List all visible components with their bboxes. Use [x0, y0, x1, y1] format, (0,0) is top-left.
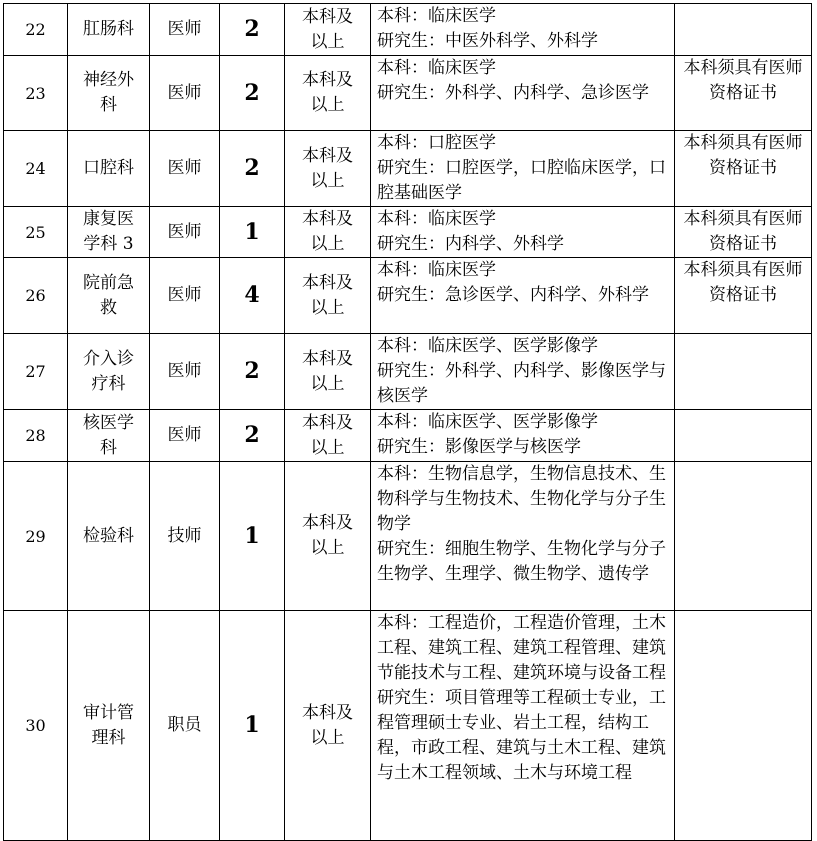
other-requirement: [675, 611, 812, 841]
major-line: 本科：临床医学: [377, 6, 496, 26]
position-title: 职员: [150, 611, 220, 841]
major-line: 本科：临床医学、医学影像学: [377, 336, 598, 356]
hiring-count: 2: [220, 56, 285, 131]
major-line: 研究生：中医外科学、外科学: [377, 31, 598, 51]
row-number: 28: [4, 410, 68, 462]
major-line: 研究生：外科学、内科学、急诊医学: [377, 83, 649, 103]
department-name: [68, 611, 150, 841]
major-line: 研究生：口腔医学，口腔临床医学，口腔基础医学: [377, 158, 666, 203]
department-label: 康复医学科 3: [83, 209, 134, 254]
department-name: [68, 258, 150, 334]
recruitment-table: [3, 3, 812, 841]
major-line: 本科：口腔医学: [377, 133, 496, 153]
education-label: 本科及以上: [302, 348, 353, 394]
other-requirement: [675, 410, 812, 462]
other-requirement: [675, 131, 812, 207]
education-label: 本科及以上: [302, 70, 353, 115]
position-title: 医师: [150, 207, 220, 258]
other-requirement: [675, 334, 812, 410]
other-requirement: [675, 56, 812, 131]
department-label: 介入诊疗科: [83, 348, 134, 394]
department-label: 口腔科: [83, 158, 134, 178]
row-number: 26: [4, 258, 68, 334]
hiring-count: 1: [220, 611, 285, 841]
major-line: 本科：工程造价，工程造价管理，土木工程、建筑工程、建筑工程管理、建筑节能技术与工程、建筑环境与设备工程: [377, 613, 666, 683]
department-label: 肛肠科: [83, 19, 134, 39]
department-name: [68, 131, 150, 207]
position-title: 医师: [150, 56, 220, 131]
department-label: 审计管理科: [83, 702, 134, 748]
education-label: 本科及以上: [302, 702, 353, 748]
major-line: 本科：临床医学: [377, 260, 496, 280]
row-number: 23: [4, 56, 68, 131]
requirement-label: 本科须具有医师资格证书: [683, 209, 803, 254]
major-line: 研究生：影像医学与核医学: [377, 437, 581, 457]
requirement-label: 本科须具有医师资格证书: [683, 260, 803, 305]
education-requirement: [285, 4, 371, 56]
education-label: 本科及以上: [302, 412, 353, 458]
department-name: [68, 410, 150, 462]
major-requirement: [371, 131, 675, 207]
major-requirement: [371, 56, 675, 131]
major-line: 研究生：细胞生物学、生物化学与分子生物学、生理学、微生物学、遗传学: [377, 539, 666, 584]
position-title: 医师: [150, 131, 220, 207]
row-number: 25: [4, 207, 68, 258]
row-number: 27: [4, 334, 68, 410]
education-label: 本科及以上: [302, 513, 353, 558]
table-row: [4, 334, 812, 410]
major-requirement: [371, 410, 675, 462]
position-title: 医师: [150, 334, 220, 410]
education-requirement: [285, 462, 371, 611]
other-requirement: [675, 462, 812, 611]
education-requirement: [285, 611, 371, 841]
table-row: [4, 56, 812, 131]
department-label: 院前急救: [83, 272, 134, 318]
department-name: [68, 207, 150, 258]
position-title: 医师: [150, 410, 220, 462]
education-requirement: [285, 334, 371, 410]
major-requirement: [371, 611, 675, 841]
hiring-count: 2: [220, 131, 285, 207]
hiring-count: 1: [220, 462, 285, 611]
row-number: 30: [4, 611, 68, 841]
education-label: 本科及以上: [302, 209, 353, 254]
hiring-count: 4: [220, 258, 285, 334]
major-requirement: [371, 258, 675, 334]
education-label: 本科及以上: [302, 6, 353, 52]
row-number: 24: [4, 131, 68, 207]
table-row: [4, 611, 812, 841]
education-requirement: [285, 207, 371, 258]
major-requirement: [371, 4, 675, 56]
table-body: [4, 4, 812, 841]
department-name: [68, 334, 150, 410]
other-requirement: [675, 4, 812, 56]
table-row: [4, 131, 812, 207]
major-requirement: [371, 334, 675, 410]
education-label: 本科及以上: [302, 145, 353, 191]
table-row: [4, 258, 812, 334]
department-name: [68, 4, 150, 56]
other-requirement: [675, 207, 812, 258]
table-row: [4, 410, 812, 462]
row-number: 22: [4, 4, 68, 56]
major-requirement: [371, 207, 675, 258]
position-title: 技师: [150, 462, 220, 611]
other-requirement: [675, 258, 812, 334]
table-row: [4, 207, 812, 258]
department-label: 神经外科: [83, 70, 134, 115]
education-requirement: [285, 131, 371, 207]
major-requirement: [371, 462, 675, 611]
table-row: [4, 462, 812, 611]
major-line: 本科：生物信息学，生物信息技术、生物科学与生物技术、生物化学与分子生物学: [377, 464, 666, 534]
major-line: 研究生：外科学、内科学、影像医学与核医学: [377, 361, 666, 406]
hiring-count: 2: [220, 334, 285, 410]
major-line: 本科：临床医学、医学影像学: [377, 412, 598, 432]
education-label: 本科及以上: [302, 272, 353, 318]
education-requirement: [285, 258, 371, 334]
department-name: [68, 462, 150, 611]
row-number: 29: [4, 462, 68, 611]
requirement-label: 本科须具有医师资格证书: [683, 133, 803, 178]
hiring-count: 1: [220, 207, 285, 258]
department-label: 核医学科: [83, 412, 134, 458]
hiring-count: 2: [220, 4, 285, 56]
position-title: 医师: [150, 4, 220, 56]
major-line: 本科：临床医学: [377, 209, 496, 229]
education-requirement: [285, 410, 371, 462]
education-requirement: [285, 56, 371, 131]
major-line: 研究生：急诊医学、内科学、外科学: [377, 285, 649, 305]
hiring-count: 2: [220, 410, 285, 462]
department-label: 检验科: [83, 525, 134, 546]
table-row: [4, 4, 812, 56]
major-line: 研究生：内科学、外科学: [377, 234, 564, 254]
requirement-label: 本科须具有医师资格证书: [683, 58, 803, 103]
major-line: 本科：临床医学: [377, 58, 496, 78]
major-line: 研究生：项目管理等工程硕士专业，工程管理硕士专业、岩土工程，结构工程，市政工程、建筑与土木工程、建筑与土木工程领域、土木与环境工程: [377, 688, 666, 783]
position-title: 医师: [150, 258, 220, 334]
department-name: [68, 56, 150, 131]
